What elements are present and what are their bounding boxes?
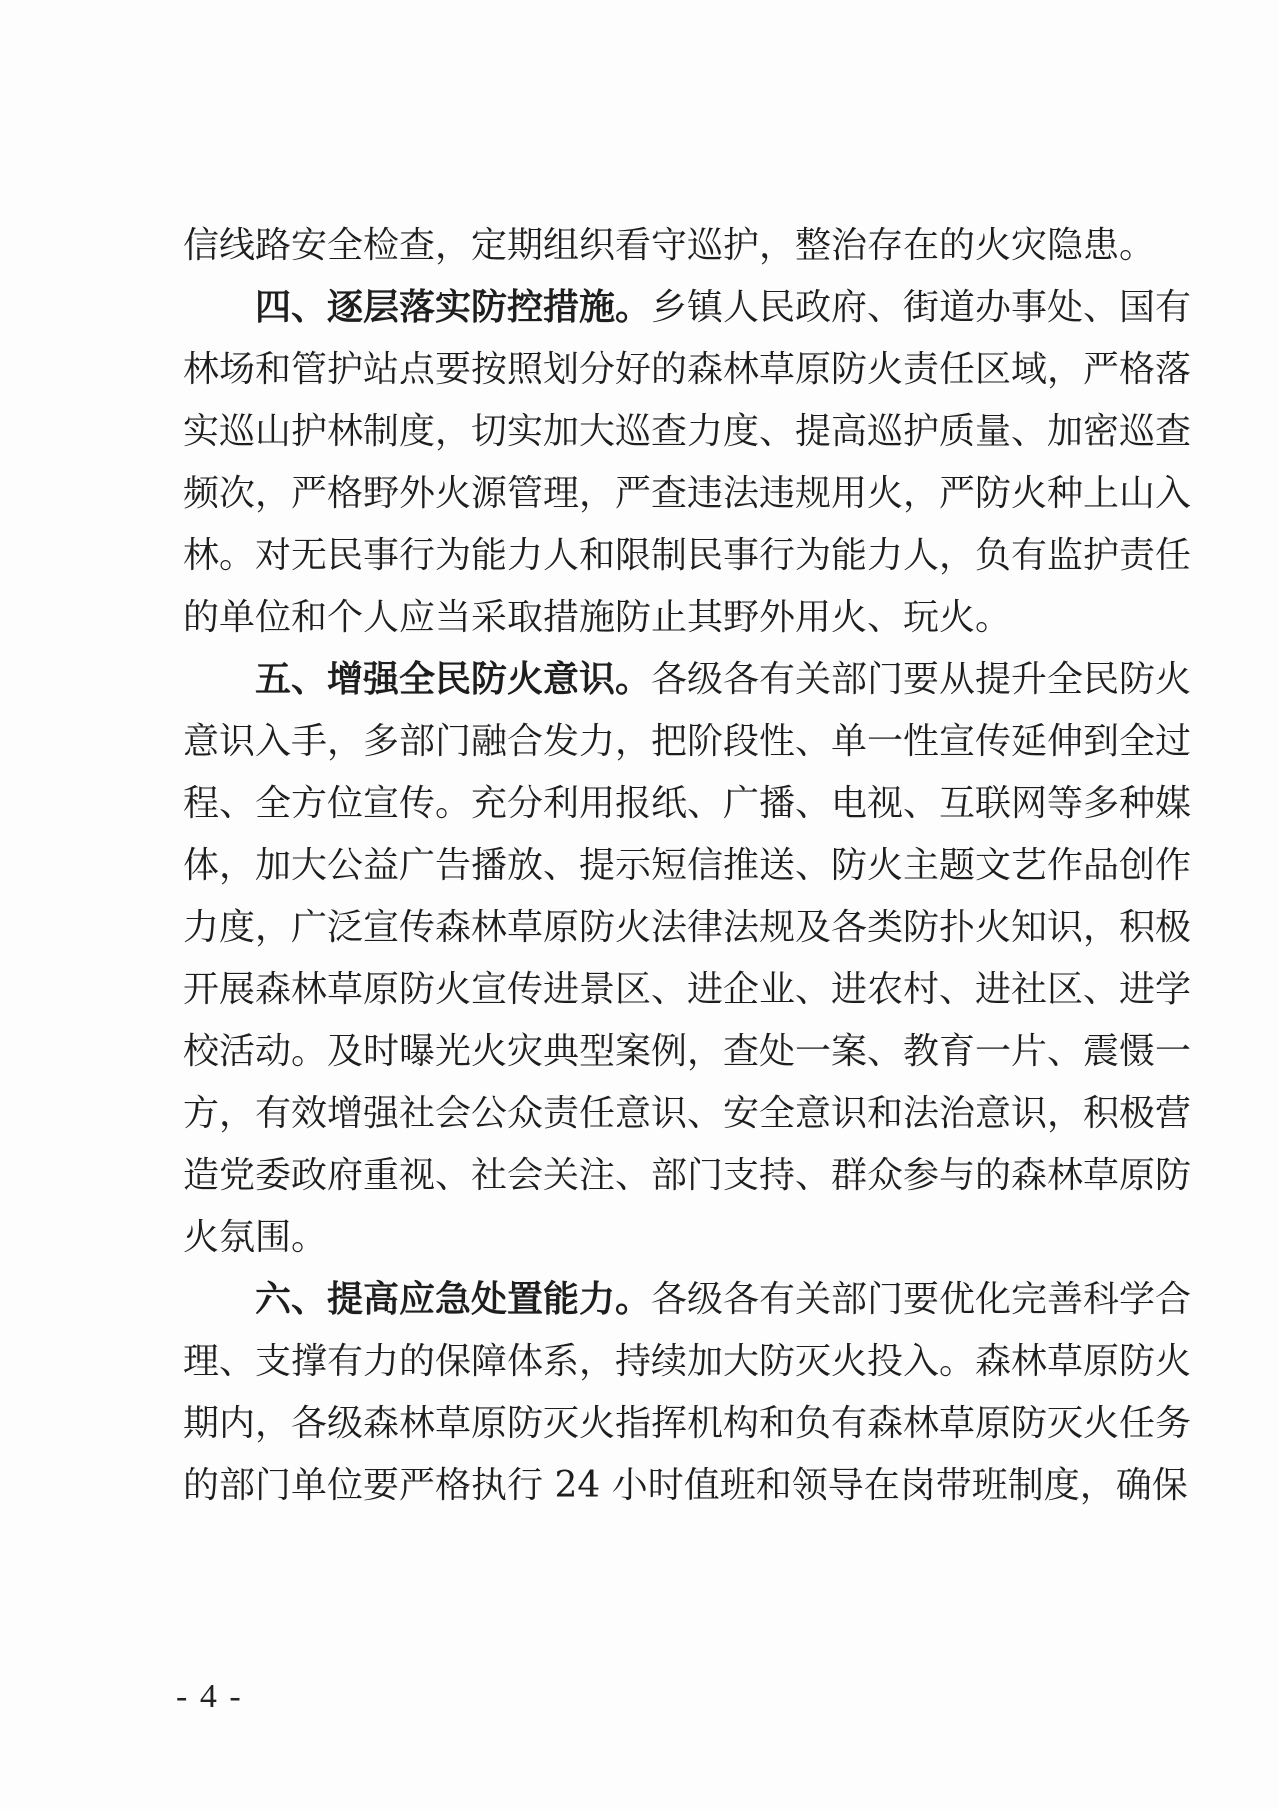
text-line: 校活动。及时曝光火灾典型案例，查处一案、教育一片、震慑一 xyxy=(183,1031,1192,1072)
text-line: 林。对无民事行为能力人和限制民事行为能力人，负有监护责任 xyxy=(183,535,1192,576)
section-six-heading-line xyxy=(183,1269,1192,1331)
text-run: 各级各有关部门要优化完善科学合 xyxy=(651,1279,1192,1320)
section-six-title: 六、提高应急处置能力。 xyxy=(255,1279,652,1320)
text-line: 频次，严格野外火源管理，严查违法违规用火，严防火种上山入 xyxy=(183,473,1192,514)
text-line: 信线路安全检查，定期组织看守巡护，整治存在的火灾隐患。 xyxy=(183,225,1156,266)
section-four-title: 四、逐层落实防控措施。 xyxy=(255,287,652,328)
text-line: 程、全方位宣传。充分利用报纸、广播、电视、互联网等多种媒 xyxy=(183,783,1192,824)
text-line: 体，加大公益广告播放、提示短信推送、防火主题文艺作品创作 xyxy=(183,845,1192,886)
text-line: 的部门单位要严格执行 24 小时值班和领导在岗带班制度，确保 xyxy=(183,1465,1188,1506)
page-number: - 4 - xyxy=(176,1678,243,1715)
body-text xyxy=(183,215,1192,1517)
text-line: 方，有效增强社会公众责任意识、安全意识和法治意识，积极营 xyxy=(183,1093,1192,1134)
text-run: 各级各有关部门要从提升全民防火 xyxy=(651,659,1192,700)
text-line: 造党委政府重视、社会关注、部门支持、群众参与的森林草原防 xyxy=(183,1155,1192,1196)
text-line: 期内，各级森林草原防灭火指挥机构和负有森林草原防灭火任务 xyxy=(183,1403,1192,1444)
text-line: 的单位和个人应当采取措施防止其野外用火、玩火。 xyxy=(183,597,1012,638)
text-line: 理、支撑有力的保障体系，持续加大防灭火投入。森林草原防火 xyxy=(183,1341,1192,1382)
section-five-heading-line xyxy=(183,649,1192,711)
text-run: 乡镇人民政府、街道办事处、国有 xyxy=(651,287,1192,328)
text-line: 力度，广泛宣传森林草原防火法律法规及各类防扑火知识，积极 xyxy=(183,907,1192,948)
section-five-title: 五、增强全民防火意识。 xyxy=(255,659,652,700)
text-line: 开展森林草原防火宣传进景区、进企业、进农村、进社区、进学 xyxy=(183,969,1192,1010)
text-line: 火氛围。 xyxy=(183,1217,328,1258)
text-line: 意识入手，多部门融合发力，把阶段性、单一性宣传延伸到全过 xyxy=(183,721,1192,762)
text-line: 林场和管护站点要按照划分好的森林草原防火责任区域，严格落 xyxy=(183,349,1192,390)
section-four-heading-line xyxy=(183,277,1192,339)
text-line: 实巡山护林制度，切实加大巡查力度、提高巡护质量、加密巡查 xyxy=(183,411,1192,452)
